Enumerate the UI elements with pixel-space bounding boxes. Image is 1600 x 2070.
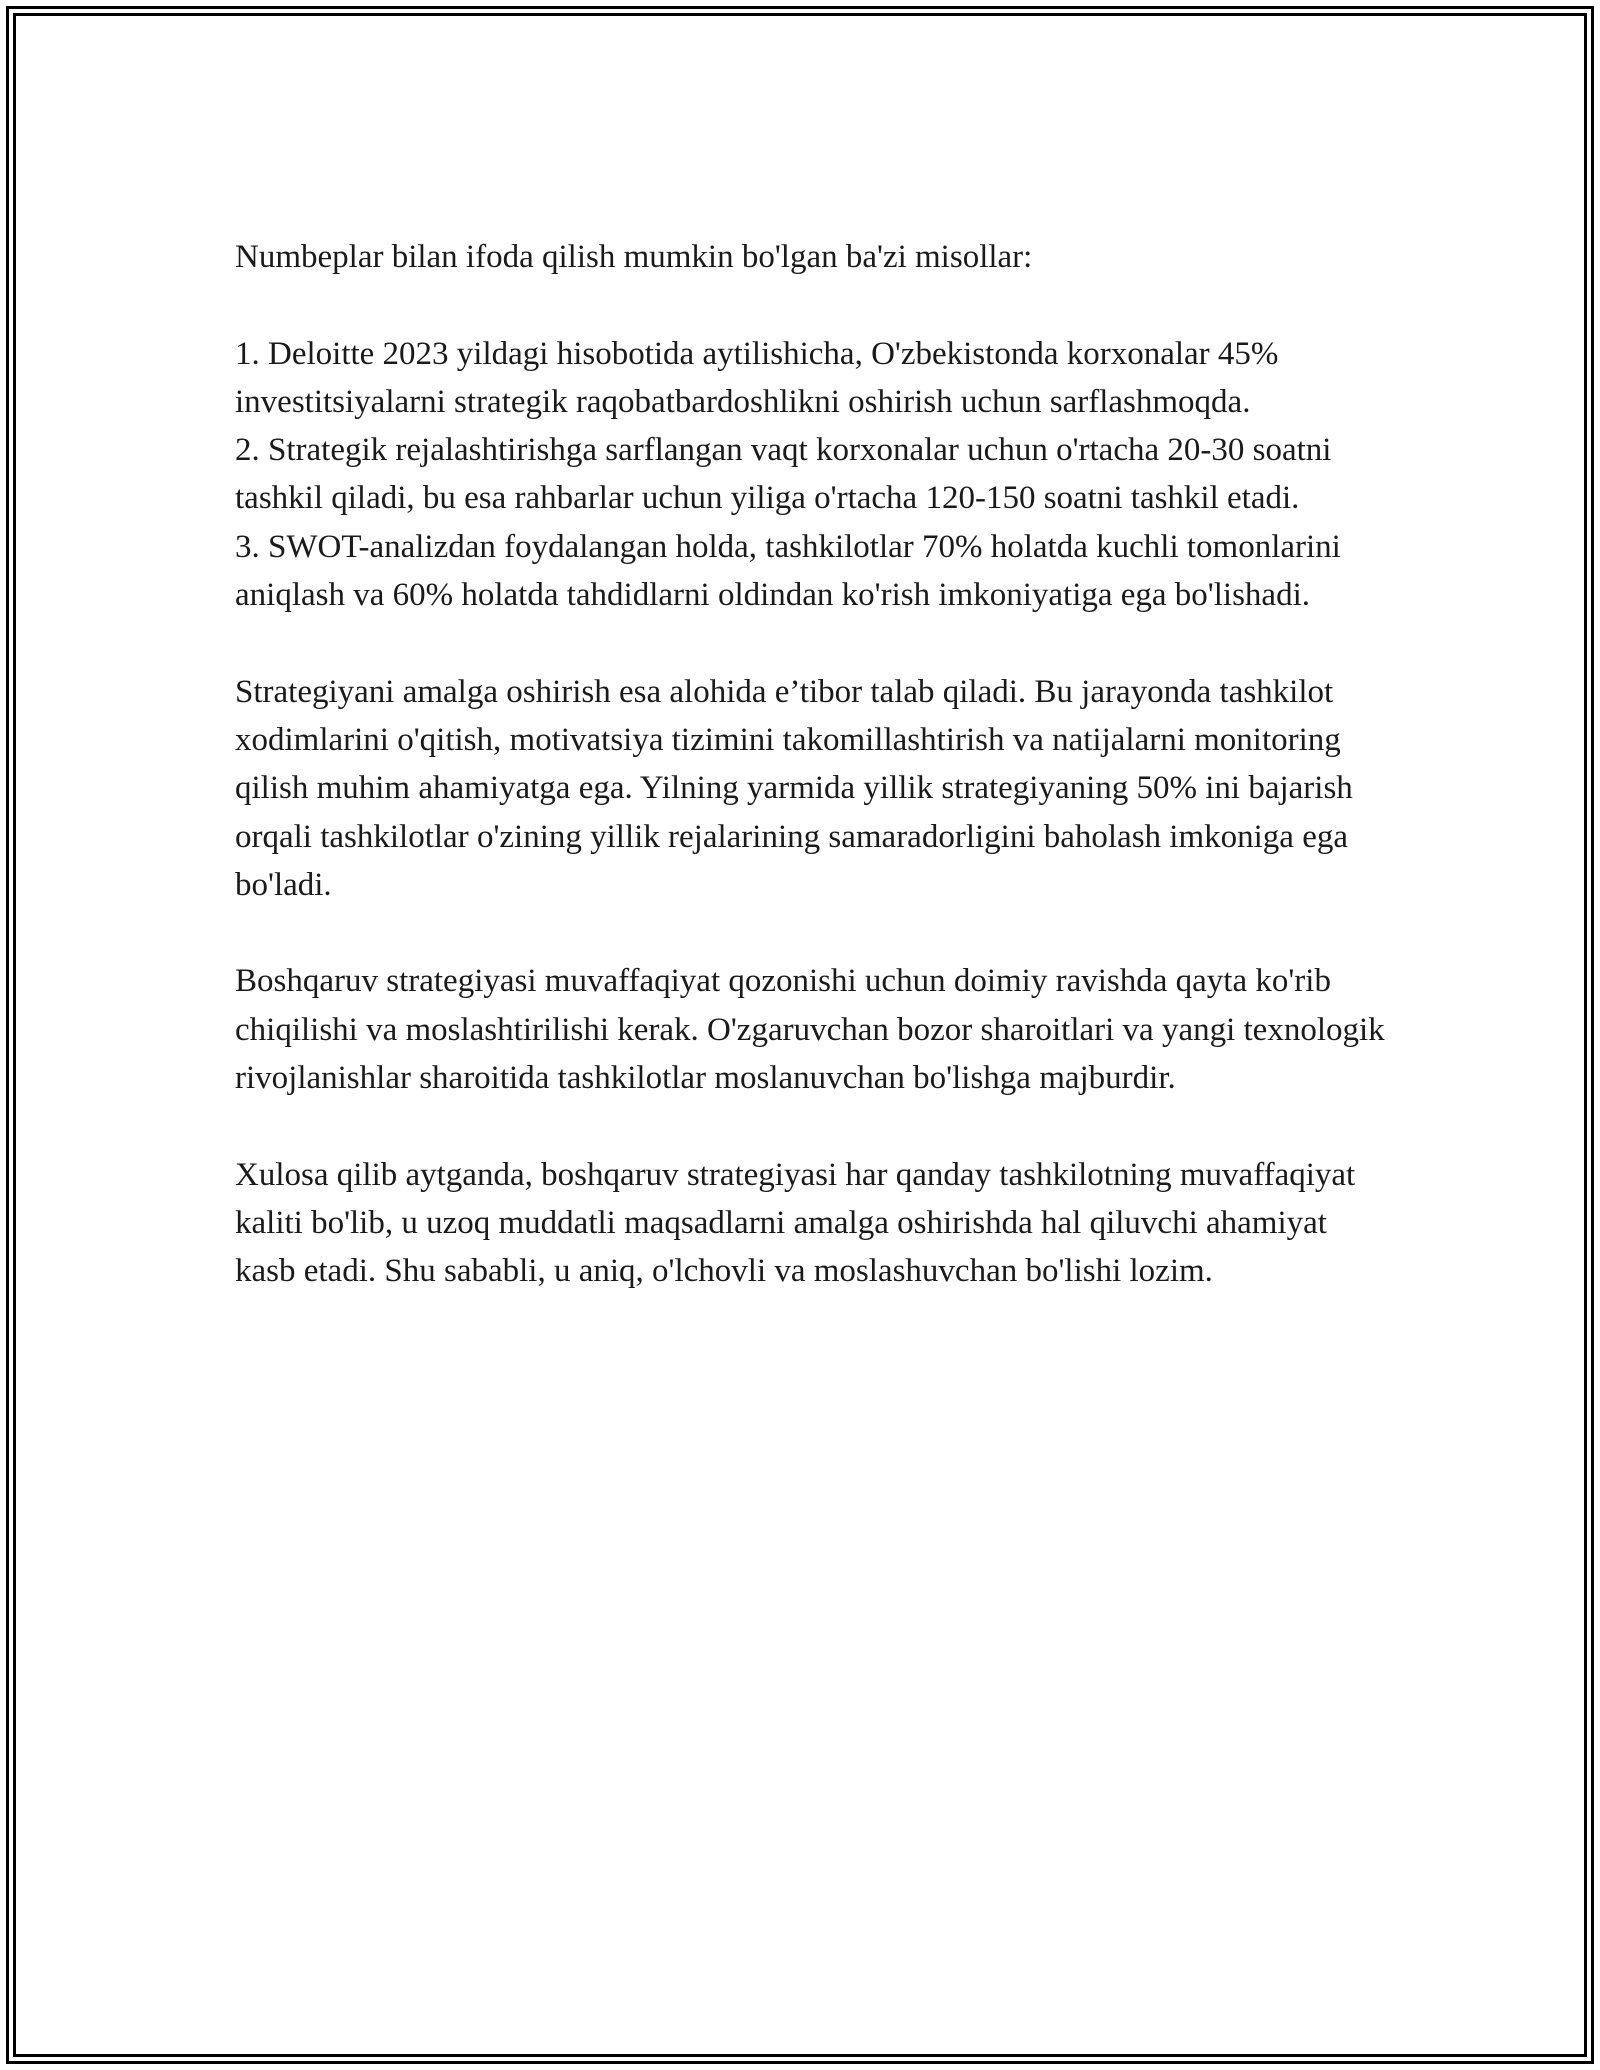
examples-list bbox=[235, 330, 1385, 620]
list-item: 1. Deloitte 2023 yildagi hisobotida aytilishicha, O'zbekistonda korxonalar 45% investitsiyalarni strategik raqobatbardoshlikni oshirish uchun sarflashmoqda. bbox=[235, 335, 1279, 420]
list-item: 3. SWOT-analizdan foydalangan holda, tashkilotlar 70% holatda kuchli tomonlarini aniqlash va 60% holatda tahdidlarni oldindan ko'rish imkoniyatiga ega bo'lishadi. bbox=[235, 528, 1341, 614]
paragraph-conclusion: Xulosa qilib aytganda, boshqaruv strategiyasi har qanday tashkilotning muvaffaqiyat kaliti bo'lib, u uzoq muddatli maqsadlarni amalga oshirishda hal qiluvchi ahamiyat kasb etadi. Shu sababli, u aniq, o'lchovli va moslashuvchan bo'lishi lozim. bbox=[235, 1156, 1356, 1290]
document-body bbox=[235, 233, 1385, 1344]
paragraph-strategy-implementation: Strategiyani amalga oshirish esa alohida e’tibor talab qiladi. Bu jarayonda tashkilot xodimlarini o'qitish, motivatsiya tizimini takomillashtirish va natijalarni monitoring qilish muhim ahamiyatga ega. Yilning yarmida yillik strategiyaning 50% ini bajarish orqali tashkilotlar o'zining yillik rejalarining samaradorligini baholash imkoniga ega bo'ladi. bbox=[235, 673, 1353, 903]
list-item: 2. Strategik rejalashtirishga sarflangan vaqt korxonalar uchun o'rtacha 20-30 soatni tashkil qiladi, bu esa rahbarlar uchun yiliga o'rtacha 120-150 soatni tashkil etadi. bbox=[235, 432, 1332, 517]
intro-paragraph: Numbeplar bilan ifoda qilish mumkin bo'lgan ba'zi misollar: bbox=[235, 239, 1033, 275]
paragraph-strategy-review: Boshqaruv strategiyasi muvaffaqiyat qozonishi uchun doimiy ravishda qayta ko'rib chiqilishi va moslashtirilishi kerak. O'zgaruvchan bozor sharoitlari va yangi texnologik rivojlanishlar sharoitida tashkilotlar moslanuvchan bo'lishga majburdir. bbox=[235, 963, 1385, 1097]
